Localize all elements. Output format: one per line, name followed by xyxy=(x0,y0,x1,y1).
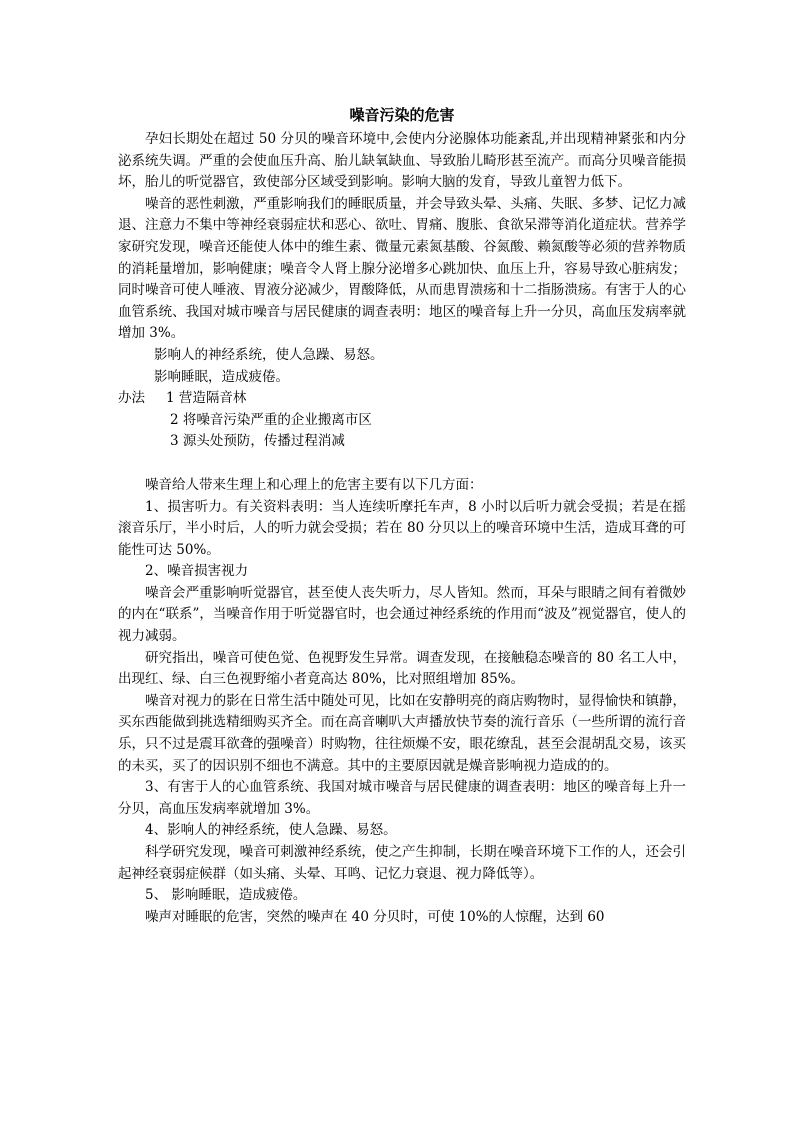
paragraph-vision-2: 研究指出，噪音可使色觉、色视野发生异常。调查发现，在接触稳态噪音的 80 名工人中，出现红、绿、白三色视野缩小者竟高达 80%，比对照组增加 85%。 xyxy=(118,649,686,688)
method-item-3: 3 源头处预防，传播过程消减 xyxy=(170,433,345,450)
method-item-1: 1 营造隔音林 xyxy=(166,390,247,407)
paragraph-cardiovascular: 3、有害于人的心血管系统、我国对城市噪音与居民健康的调查表明：地区的噪音每上升一分贝，高血压发病率就增加 3%。 xyxy=(118,779,686,817)
paragraph-vision-1: 噪音会严重影响听觉器官，甚至使人丧失听力，尽人皆知。然而，耳朵与眼睛之间有着微妙的内在“联系”，当噪音作用于听觉器官时，也会通过神经系统的作用而“波及”视觉器官，使人的视力减弱。 xyxy=(118,584,686,645)
methods-label: 办法 xyxy=(118,390,145,407)
paragraph-sleep: 噪声对睡眠的危害，突然的噪声在 40 分贝时，可使 10%的人惊醒，达到 60 xyxy=(145,908,605,925)
paragraph-main-intro: 噪音给人带来生理上和心理上的危害主要有以下几方面： xyxy=(145,476,483,493)
document-page xyxy=(118,104,686,928)
paragraph-pregnancy: 孕妇长期处在超过 50 分贝的噪音环境中,会使内分泌腺体功能紊乱,并出现精神紧张和内分泌系统失调。严重的会使血压升高、胎儿缺氧缺血、导致胎儿畸形甚至流产。而高分贝噪音能损坏，胎儿的听觉器官，致使部分区域受到影响。影响大脑的发育，导致儿童智力低下。 xyxy=(118,131,686,191)
item-sleep: 影响睡眠，造成疲倦。 xyxy=(154,368,289,385)
paragraph-vision-3: 噪音对视力的影在日常生活中随处可见，比如在安静明亮的商店购物时，显得愉快和镇静，买东西能做到挑选精细购买齐全。而在高音喇叭大声播放快节奏的流行音乐（一些所谓的流行音乐，只不过是震耳欲聋的强噪音）时购物，往往烦燥不安，眼花缭乱，甚至会混胡乱交易，该买的未买，买了的因识别不细也不满意。其中的主要原因就是燥音影响视力造成的的。 xyxy=(118,692,686,774)
method-item-2: 2 将噪音污染严重的企业搬离市区 xyxy=(170,411,372,428)
paragraph-nervous: 科学研究发现，噪音可刺激神经系统，使之产生抑制，长期在噪音环境下工作的人，还会引起神经衰弱症候群（如头痛、头晕、耳鸣、记忆力衰退、视力降低等）。 xyxy=(118,844,686,882)
heading-sleep: 5、 影响睡眠，造成疲倦。 xyxy=(145,887,307,904)
heading-vision: 2、噪音损害视力 xyxy=(145,563,249,580)
section-spacer xyxy=(118,453,686,475)
item-nervous-system: 影响人的神经系统，使人急躁、易怒。 xyxy=(154,346,384,363)
paragraph-health-effects: 噪音的恶性刺激，严重影响我们的睡眠质量，并会导致头晕、头痛、失眠、多梦、记忆力减退、注意力不集中等神经衰弱症状和恶心、欲吐、胃痛、腹胀、食欲呆滞等消化道症状。营养学家研究发现，噪音还能使人体中的维生素、微量元素氮基酸、谷氮酸、赖氮酸等必须的营养物质的消耗量增加，影响健康；噪音令人肾上腺分泌增多心跳加快、血压上升，容易导致心脏病发；同时噪音可使人唾液、胃液分泌减少，胃酸降低，从而患胃溃疡和十二指肠溃疡。有害于人的心血管系统、我国对城市噪音与居民健康的调查表明：地区的噪音每上升一分贝，高血压发病率就增加 3%。 xyxy=(118,195,686,342)
methods-row xyxy=(118,388,686,410)
document-title: 噪音污染的危害 xyxy=(349,106,455,124)
paragraph-hearing: 1、损害听力。有关资料表明：当人连续听摩托车声，8 小时以后听力就会受损；若是在摇滚音乐厅，半小时后，人的听力就会受损；若在 80 分贝以上的噪音环境中生活，造成耳聋的可能性可达 50%。 xyxy=(118,498,686,558)
heading-nervous: 4、影响人的神经系统，使人急躁、易怒。 xyxy=(145,822,397,839)
